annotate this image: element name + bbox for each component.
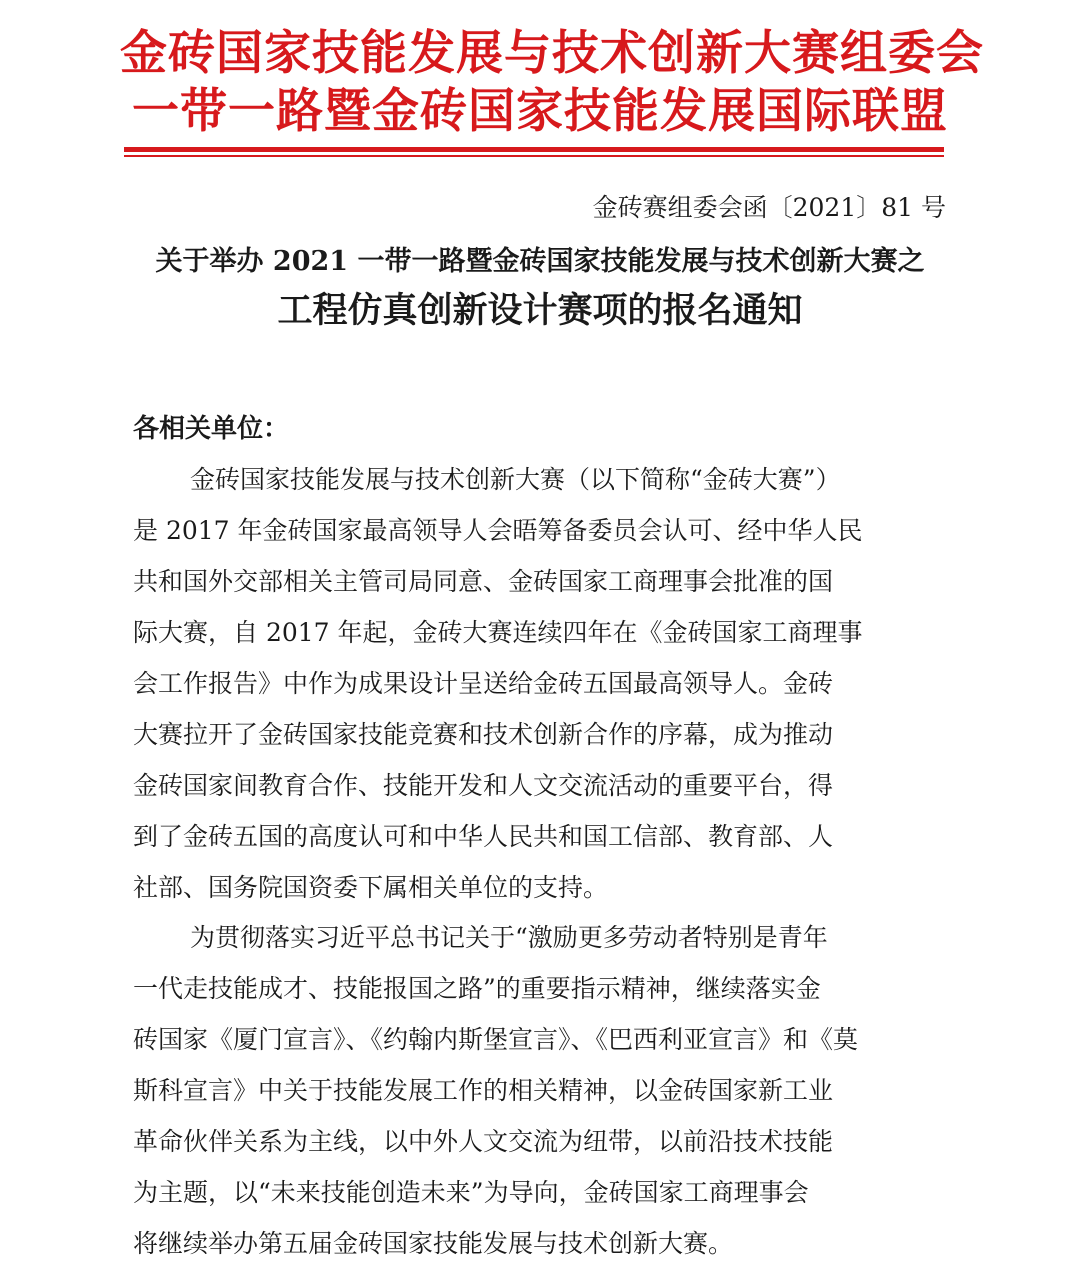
paragraph-1-line: 是 2017 年金砖国家最高领导人会晤筹备委员会认可、经中华人民 [133,516,863,545]
paragraph-1-line: 大赛拉开了金砖国家技能竞赛和技术创新合作的序幕，成为推动 [133,720,834,749]
paragraph-1-line: 金砖国家间教育合作、技能开发和人文交流活动的重要平台，得 [133,771,834,800]
paragraph-2-line: 砖国家《厦门宣言》、《约翰内斯堡宣言》、《巴西利亚宣言》和《莫 [133,1025,859,1054]
paragraph-2-line: 革命伙伴关系为主线，以中外人文交流为纽带，以前沿技术技能 [133,1127,834,1156]
paragraph-1-line: 社部、国务院国资委下属相关单位的支持。 [133,873,609,902]
salutation: 各相关单位： [133,414,290,444]
paragraph-2-line: 为贯彻落实习近平总书记关于“激励更多劳动者特别是青年 [190,923,828,952]
issuer-org-line-1: 金砖国家技能发展与技术创新大赛组委会 [120,26,984,81]
notice-title-line-2: 工程仿真创新设计赛项的报名通知 [277,291,803,331]
header-red-rule-thin [124,155,944,157]
paragraph-1-line: 共和国外交部相关主管司局同意、金砖国家工商理事会批准的国 [133,567,834,596]
issuer-org-line-2: 一带一路暨金砖国家技能发展国际联盟 [132,84,948,139]
header-red-rule-thick [124,147,944,152]
paragraph-2-line: 斯科宣言》中关于技能发展工作的相关精神，以金砖国家新工业 [133,1076,834,1105]
document-number: 金砖赛组委会函〔2021〕81 号 [592,193,946,222]
paragraph-2-line: 将继续举办第五届金砖国家技能发展与技术创新大赛。 [133,1229,734,1258]
paragraph-2-line: 为主题，以“未来技能创造未来”为导向，金砖国家工商理事会 [133,1178,809,1207]
paragraph-1-line: 金砖国家技能发展与技术创新大赛（以下简称“金砖大赛”） [190,465,841,494]
paragraph-1-line: 际大赛，自 2017 年起，金砖大赛连续四年在《金砖国家工商理事 [133,618,863,647]
paragraph-1-line: 到了金砖五国的高度认可和中华人民共和国工信部、教育部、人 [133,822,834,851]
paragraph-1-line: 会工作报告》中作为成果设计呈送给金砖五国最高领导人。金砖 [133,669,834,698]
notice-title-line-1: 关于举办 2021 一带一路暨金砖国家技能发展与技术创新大赛之 [155,246,925,277]
paragraph-2-line: 一代走技能成才、技能报国之路”的重要指示精神，继续落实金 [133,974,821,1003]
